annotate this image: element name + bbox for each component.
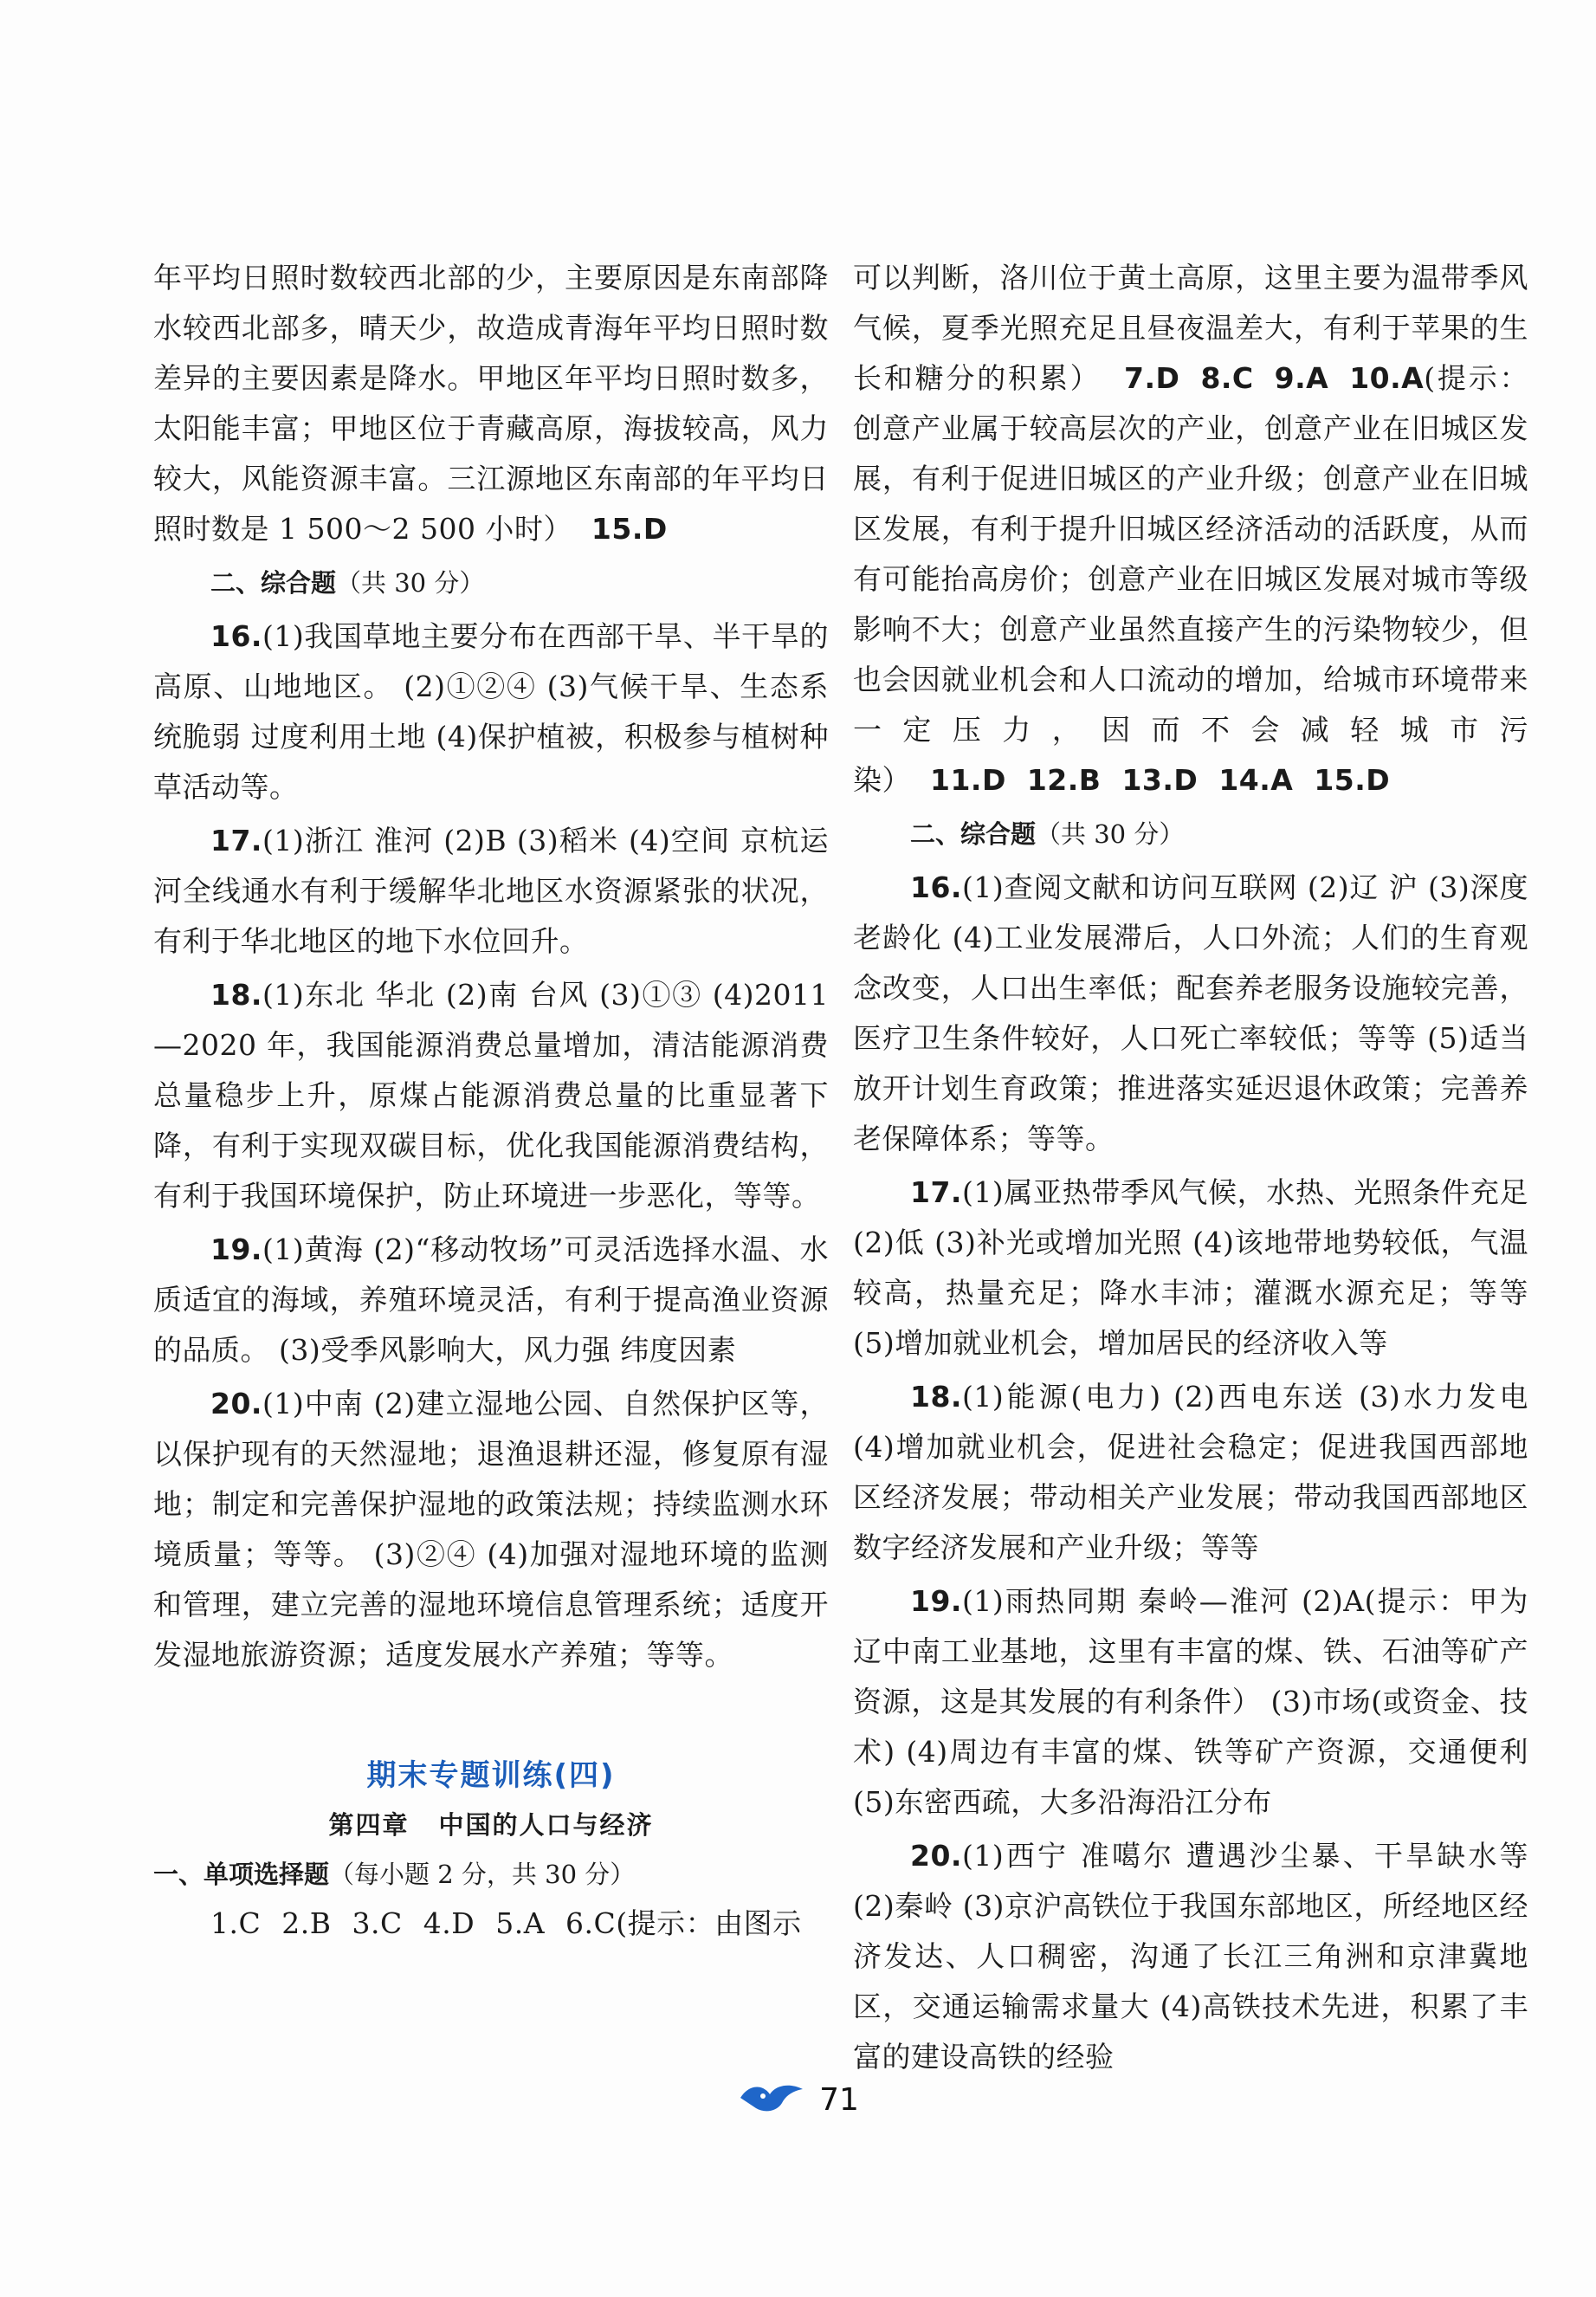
page-footer [0, 2079, 1596, 2120]
bird-logo-icon [737, 2079, 806, 2120]
single-choice-note: （每小题 2 分，共 30 分） [329, 1860, 636, 1889]
question-answer-text: (1)东北 华北 (2)南 台风 (3)①③ (4)2011—2020 年，我国能源消费总量增加，清洁能源消费总量稳步上升，原煤占能源消费总量的比重显著下降，有利于实现双碳目标，优化我国能源消费结构，有利于我国环境保护，防止环境进一步恶化，等等。 [153, 978, 829, 1213]
left-column [153, 253, 829, 1952]
question-answer-text: (1)西宁 准噶尔 遭遇沙尘暴、干旱缺水等 (2)秦岭 (3)京沪高铁位于我国东部地区，所经地区经济发达、人口稠密，沟通了长江三角洲和京津冀地区，交通运输需求量大 (4)高铁技术先进，积累了丰富的建设高铁的经验 [853, 1839, 1528, 2074]
question-answer-text: (1)雨热同期 秦岭—淮河 (2)A(提示：甲为辽中南工业基地，这里有丰富的煤、铁、石油等矿产资源，这是其发展的有利条件） (3)市场(或资金、技术) (4)周边有丰富的煤、铁等矿产资源，交通便利 (5)东密西疏，大多沿海沿江分布 [853, 1584, 1528, 1819]
chapter-name: 中国的人口与经济 [438, 1810, 654, 1840]
right-continuation-text: 可以判断，洛川位于黄土高原，这里主要为温带季风气候，夏季光照充足且昼夜温差大，有利于苹果的生长和糖分的积累） [853, 261, 1528, 395]
answer-15-right: 15.D [1314, 763, 1391, 797]
question-answer-text: (1)中南 (2)建立湿地公园、自然保护区等，以保护现有的天然湿地；退渔退耕还湿，修复原有湿地；制定和完善保护湿地的政策法规；持续监测水环境质量；等等。 (3)②④ (4)加强对湿地环境的监测和管理，建立完善的湿地环境信息管理系统；适度开发湿地旅游资源；适度发展水产养殖；等等。 [153, 1387, 829, 1672]
chapter-title: 期末专题训练(四) [366, 1758, 616, 1793]
question-number: 18. [910, 1380, 962, 1414]
single-choice-heading [153, 1850, 829, 1899]
answer-2: 2.B [281, 1906, 332, 1940]
page-number: 71 [819, 2081, 859, 2118]
left-section-heading [153, 558, 829, 608]
question-answer-text: (1)我国草地主要分布在西部干旱、半干旱的高原、山地地区。 (2)①②④ (3)气候干旱、生态系统脆弱 过度利用土地 (4)保护植被，积极参与植树种草活动等。 [153, 619, 829, 804]
answer-10: 10.A [1349, 361, 1425, 395]
answer-6: 6.C(提示：由图示 [565, 1906, 802, 1940]
left-q18 [153, 970, 829, 1221]
left-continuation-text: 年平均日照时数较西北部的少，主要原因是东南部降水较西北部多，晴天少，故造成青海年平均日照时数差异的主要因素是降水。甲地区年平均日照时数多，太阳能丰富；甲地区位于青藏高原，海拔较高，风力较大，风能资源丰富。三江源地区东南部的年平均日照时数是 1 500～2 500 小时） [153, 261, 829, 546]
answer-7: 7.D [1124, 361, 1180, 395]
answer-14: 14.A [1218, 763, 1294, 797]
answer-3: 3.C [352, 1906, 403, 1940]
question-number: 20. [210, 1387, 262, 1420]
right-q19 [853, 1576, 1528, 1828]
right-q17 [853, 1168, 1528, 1368]
question-number: 17. [910, 1175, 962, 1209]
right-column [853, 253, 1528, 2086]
answer-12: 12.B [1026, 763, 1102, 797]
answer-4: 4.D [423, 1906, 475, 1940]
section-label: 二、综合题 [910, 819, 1037, 849]
answer-10-hint: (提示：创意产业属于较高层次的产业，创意产业在旧城区发展，有利于促进旧城区的产业升级；创意产业在旧城区发展，有利于提升旧城区经济活动的活跃度，从而有可能抬高房价；创意产业在旧城区发展对城市等级影响不大；创意产业虽然直接产生的污染物较少，但也会因就业机会和人口流动的增加，给城市环境带来一定压力，因而不会减轻城市污染） [853, 361, 1528, 797]
right-continuation-paragraph [853, 253, 1528, 806]
question-number: 18. [210, 978, 262, 1012]
question-answer-text: (1)查阅文献和访问互联网 (2)辽 沪 (3)深度老龄化 (4)工业发展滞后，人口外流；人们的生育观念改变，人口出生率低；配套养老服务设施较完善，医疗卫生条件较好，人口死亡率较低；等等 (5)适当放开计划生育政策；推进落实延迟退休政策；完善养老保障体系；等等。 [853, 870, 1528, 1155]
answer-9: 9.A [1274, 361, 1329, 395]
question-number: 19. [210, 1233, 262, 1266]
question-answer-text: (1)能源(电力) (2)西电东送 (3)水力发电 (4)增加就业机会，促进社会稳定；促进我国西部地区经济发展；带动相关产业发展；带动我国西部地区数字经济发展和产业升级；等等 [853, 1380, 1528, 1564]
question-number: 16. [210, 619, 262, 653]
left-q20 [153, 1379, 829, 1680]
left-q17 [153, 816, 829, 967]
section-note: （共 30 分） [336, 568, 485, 598]
answer-5: 5.A [495, 1906, 546, 1940]
answer-11: 11.D [929, 763, 1006, 797]
single-choice-label: 一、单项选择题 [153, 1860, 330, 1889]
answer-15-left: 15.D [591, 512, 668, 546]
right-section-heading [853, 809, 1528, 859]
section-note: （共 30 分） [1036, 819, 1185, 849]
question-answer-text: (1)浙江 淮河 (2)B (3)稻米 (4)空间 京杭运河全线通水有利于缓解华北地区水资源紧张的状况，有利于华北地区的地下水位回升。 [153, 824, 829, 958]
question-number: 20. [910, 1839, 962, 1873]
left-continuation-paragraph [153, 253, 829, 554]
section-label: 二、综合题 [210, 568, 337, 598]
question-number: 17. [210, 824, 262, 857]
question-answer-text: (1)黄海 (2)“移动牧场”可灵活选择水温、水质适宜的海域，养殖环境灵活，有利于提高渔业资源的品质。 (3)受季风影响大，风力强 纬度因素 [153, 1233, 829, 1367]
chapter-subtitle [153, 1806, 829, 1841]
chapter-label: 第四章 [328, 1810, 410, 1840]
single-choice-answers [153, 1899, 829, 1949]
right-q16 [853, 863, 1528, 1164]
left-q16 [153, 611, 829, 812]
answer-8: 8.C [1200, 361, 1254, 395]
right-q18 [853, 1372, 1528, 1573]
left-q19 [153, 1225, 829, 1375]
answer-13: 13.D [1121, 763, 1199, 797]
right-q20 [853, 1831, 1528, 2082]
question-answer-text: (1)属亚热带季风气候，水热、光照条件充足 (2)低 (3)补光或增加光照 (4)该地带地势较低，气温较高，热量充足；降水丰沛；灌溉水源充足；等等 (5)增加就业机会，增加居民的经济收入等 [853, 1175, 1528, 1360]
question-number: 16. [910, 870, 962, 904]
question-number: 19. [910, 1584, 962, 1618]
answer-1: 1.C [210, 1906, 262, 1940]
